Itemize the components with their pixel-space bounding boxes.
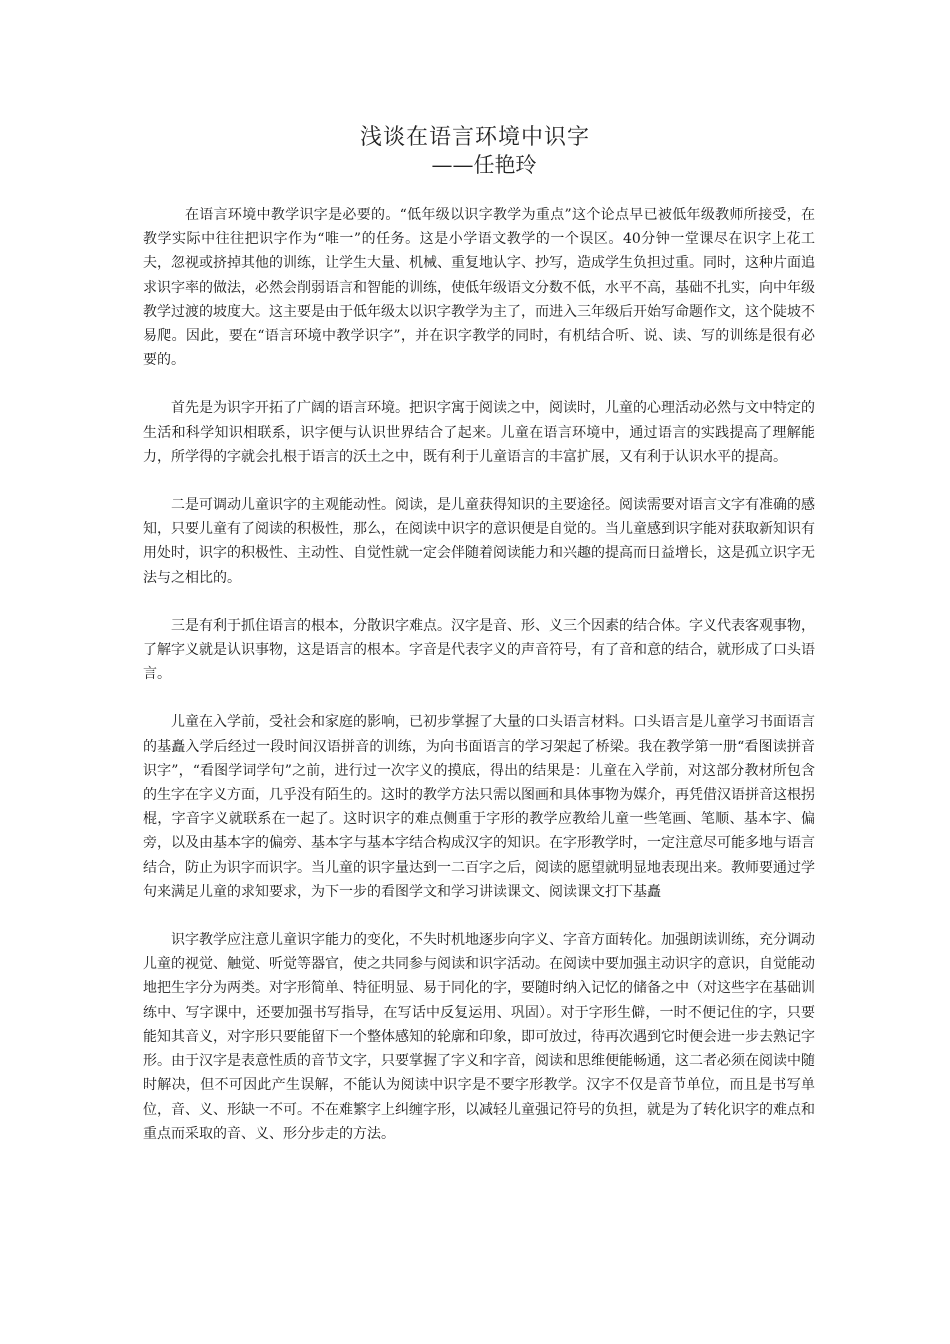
title-block xyxy=(0,124,950,178)
paragraph-intro: 在语言环境中教学识字是必要的。“低年级以识字教学为重点”这个论点早已被低年级教师所接受，在教学实际中往往把识字作为“唯一”的任务。这是小学语文教学的一个误区。40分钟一堂课尽在识字上花工夫，忽视或挤掉其他的训练，让学生大量、机械、重复地认字、抄写，造成学生负担过重。同时，这种片面追求识字率的做法，必然会削弱语言和智能的训练，使低年级语文分数不低，水平不高，基础不扎实，向中年级教学过渡的坡度大。这主要是由于低年级太以识字教学为主了，而进入三年级后开始写命题作文，这个陡坡不易爬。因此，要在“语言环境中教学识字”，并在识字教学的同时，有机结合听、说、读、写的训练是很有必要的。 xyxy=(143,207,815,369)
paragraph-pre-school: 儿童在入学前，受社会和家庭的影响，已初步掌握了大量的口头语言材料。口头语言是儿童学习书面语言的基矗入学后经过一段时间汉语拼音的训练，为向书面语言的学习架起了桥梁。我在教学第一册“看图读拼音识字”，“看图学词学句”之前，进行过一次字义的摸底，得出的结果是：儿童在入学前，对这部分教材所包含的生字在字义方面，几乎没有陌生的。这时的教学方法只需以图画和具体事物为媒介，再凭借汉语拼音这根拐棍，字音字义就联系在一起了。这时识字的难点侧重于字形的教学应教给儿童一些笔画、笔顺、基本字、偏旁，以及由基本字的偏旁、基本字与基本字结合构成汉字的知识。在字形教学时，一定注意尽可能多地与语言结合，防止为识字而识字。当儿童的识字量达到一二百字之后，阅读的愿望就明显地表现出来。教师要通过学句来满足儿童的求知要求，为下一步的看图学文和学习讲读课文、阅读课文打下基矗 xyxy=(143,714,815,900)
document-title: 浅谈在语言环境中识字 xyxy=(359,125,590,150)
document-author: ——任艳玲 xyxy=(431,153,537,177)
paragraph-point-one: 首先是为识字开拓了广阔的语言环境。把识字寓于阅读之中，阅读时，儿童的心理活动必然与文中特定的生活和科学知识相联系，识字便与认识世界结合了起来。儿童在语言环境中，通过语言的实践提高了理解能力，所学得的字就会扎根于语言的沃土之中，既有利于儿童语言的丰富扩展，又有利于认识水平的提高。 xyxy=(143,400,815,465)
paragraph-teaching-method: 识字教学应注意儿童识字能力的变化，不失时机地逐步向字义、字音方面转化。加强朗读训练，充分调动儿童的视觉、触觉、听觉等器官，使之共同参与阅读和识字活动。在阅读中要加强主动识字的意识，自觉能动地把生字分为两类。对字形简单、特征明显、易于同化的字，要随时纳入记忆的储备之中（对这些字在基础训练中、写字课中，还要加强书写指导，在写话中反复运用、巩固）。对于字形生僻，一时不便记住的字，只要能知其音义，对字形只要能留下一个整体感知的轮廓和印象，即可放过，待再次遇到它时便会进一步去熟记字形。由于汉字是表意性质的音节文字，只要掌握了字义和字音，阅读和思维便能畅通，这二者必须在阅读中随时解决，但不可因此产生误解，不能认为阅读中识字是不要字形教学。汉字不仅是音节单位，而且是书写单位，音、义、形缺一不可。不在难繁字上纠缠字形，以减轻儿童强记符号的负担，就是为了转化识字的难点和重点而采取的音、义、形分步走的方法。 xyxy=(143,932,815,1142)
paragraph-point-two: 二是可调动儿童识字的主观能动性。阅读，是儿童获得知识的主要途径。阅读需要对语言文字有准确的感知，只要儿童有了阅读的积极性，那么，在阅读中识字的意识便是自觉的。当儿童感到识字能对获取新知识有用处时，识字的积极性、主动性、自觉性就一定会伴随着阅读能力和兴趣的提高而日益增长，这是孤立识字无法与之相比的。 xyxy=(143,497,815,586)
document-body xyxy=(143,203,815,1170)
paragraph-point-three: 三是有利于抓住语言的根本，分散识字难点。汉字是音、形、义三个因素的结合体。字义代表客观事物，了解字义就是认识事物，这是语言的根本。字音是代表字义的声音符号，有了音和意的结合，就形成了口头语言。 xyxy=(143,617,815,683)
